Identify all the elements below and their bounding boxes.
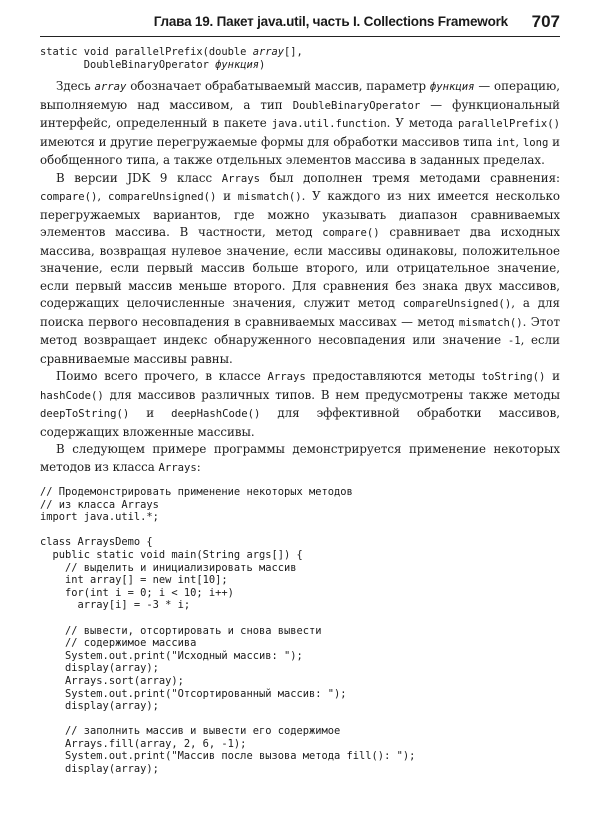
code-line: System.out.print("Массив после вызова метода fill(): ");	[40, 750, 416, 763]
code-line: // выделить и инициализировать массив	[40, 561, 297, 574]
code-listing	[40, 486, 415, 776]
code-line: // из класса Arrays	[40, 498, 159, 511]
code-line: class ArraysDemo {	[40, 536, 153, 549]
code-line: array[i] = -3 * i;	[40, 599, 191, 612]
method-signature: static void parallelPrefix(double array[], DoubleBinaryOperator функция)	[40, 46, 303, 71]
page-number: 707	[531, 12, 560, 31]
chapter-title: Глава 19. Пакет java.util, часть I. Collections Framework	[153, 14, 508, 29]
paragraph-1: Здесь array обозначает обрабатываемый массив, параметр функция — операцию, выполняемую над массивом, а тип DoubleBinaryOperator — функциональный интерфейс, определенный в пакете java.util.function. У метода parallelPrefix() имеются и другие перегружаемые формы для обработки массивов типа int, long и обобщенного типа, а также отдельных элементов массива в заданных пределах.	[40, 79, 560, 167]
code-line: System.out.print("Отсортированный массив: ");	[40, 687, 347, 700]
code-line: display(array);	[40, 700, 159, 713]
paragraph-2: В версии JDK 9 класс Arrays был дополнен тремя методами сравнения: compare(), compareUnsigned() и mismatch(). У каждого из них имеется несколько перегружаемых вариантов, где можно указывать диапазон сравниваемых элементов массива. В частности, метод compare() сравнивает два исходных массива, возвращая нулевое значение, если массивы одинаковы, положительное значение, если первый массив больше второго, или отрицательное значение, если первый массив меньше второго. Для сравнения без знака двух массивов, содержащих целочисленные значения, служит метод compareUnsigned(), а для поиска первого несовпадения в сравниваемых массивах — метод mismatch(). Этот метод возвращает индекс обнаруженного несовпадения или значение -1, если сравниваемые массивы равны.	[40, 170, 560, 366]
code-line: for(int i = 0; i < 10; i++)	[40, 586, 234, 599]
code-line: // заполнить массив и вывести его содержимое	[40, 725, 341, 738]
code-line: int array[] = new int[10];	[40, 574, 228, 587]
code-line: // вывести, отсортировать и снова вывести	[40, 624, 322, 637]
code-line: display(array);	[40, 763, 159, 776]
code-line: Arrays.fill(array, 2, 6, -1);	[40, 737, 247, 750]
paragraph-4: В следующем примере программы демонстрируется применение некоторых методов из класса Arrays:	[40, 442, 560, 474]
body-text	[40, 78, 560, 477]
code-line: System.out.print("Исходный массив: ");	[40, 649, 303, 662]
code-line: Arrays.sort(array);	[40, 674, 184, 687]
code-line: import java.util.*;	[40, 511, 159, 524]
code-line: public static void main(String args[]) {	[40, 548, 303, 561]
running-header	[40, 12, 560, 37]
code-line: display(array);	[40, 662, 159, 675]
code-line: // содержимое массива	[40, 637, 197, 650]
code-line: // Продемонстрировать применение некоторых методов	[40, 486, 353, 498]
paragraph-3: Поимо всего прочего, в классе Arrays предоставляются методы toString() и hashCode() для массивов различных типов. В нем предусмотрены также методы deepToString() и deepHashCode() для эффективной обработки массивов, содержащих вложенные массивы.	[40, 369, 560, 439]
